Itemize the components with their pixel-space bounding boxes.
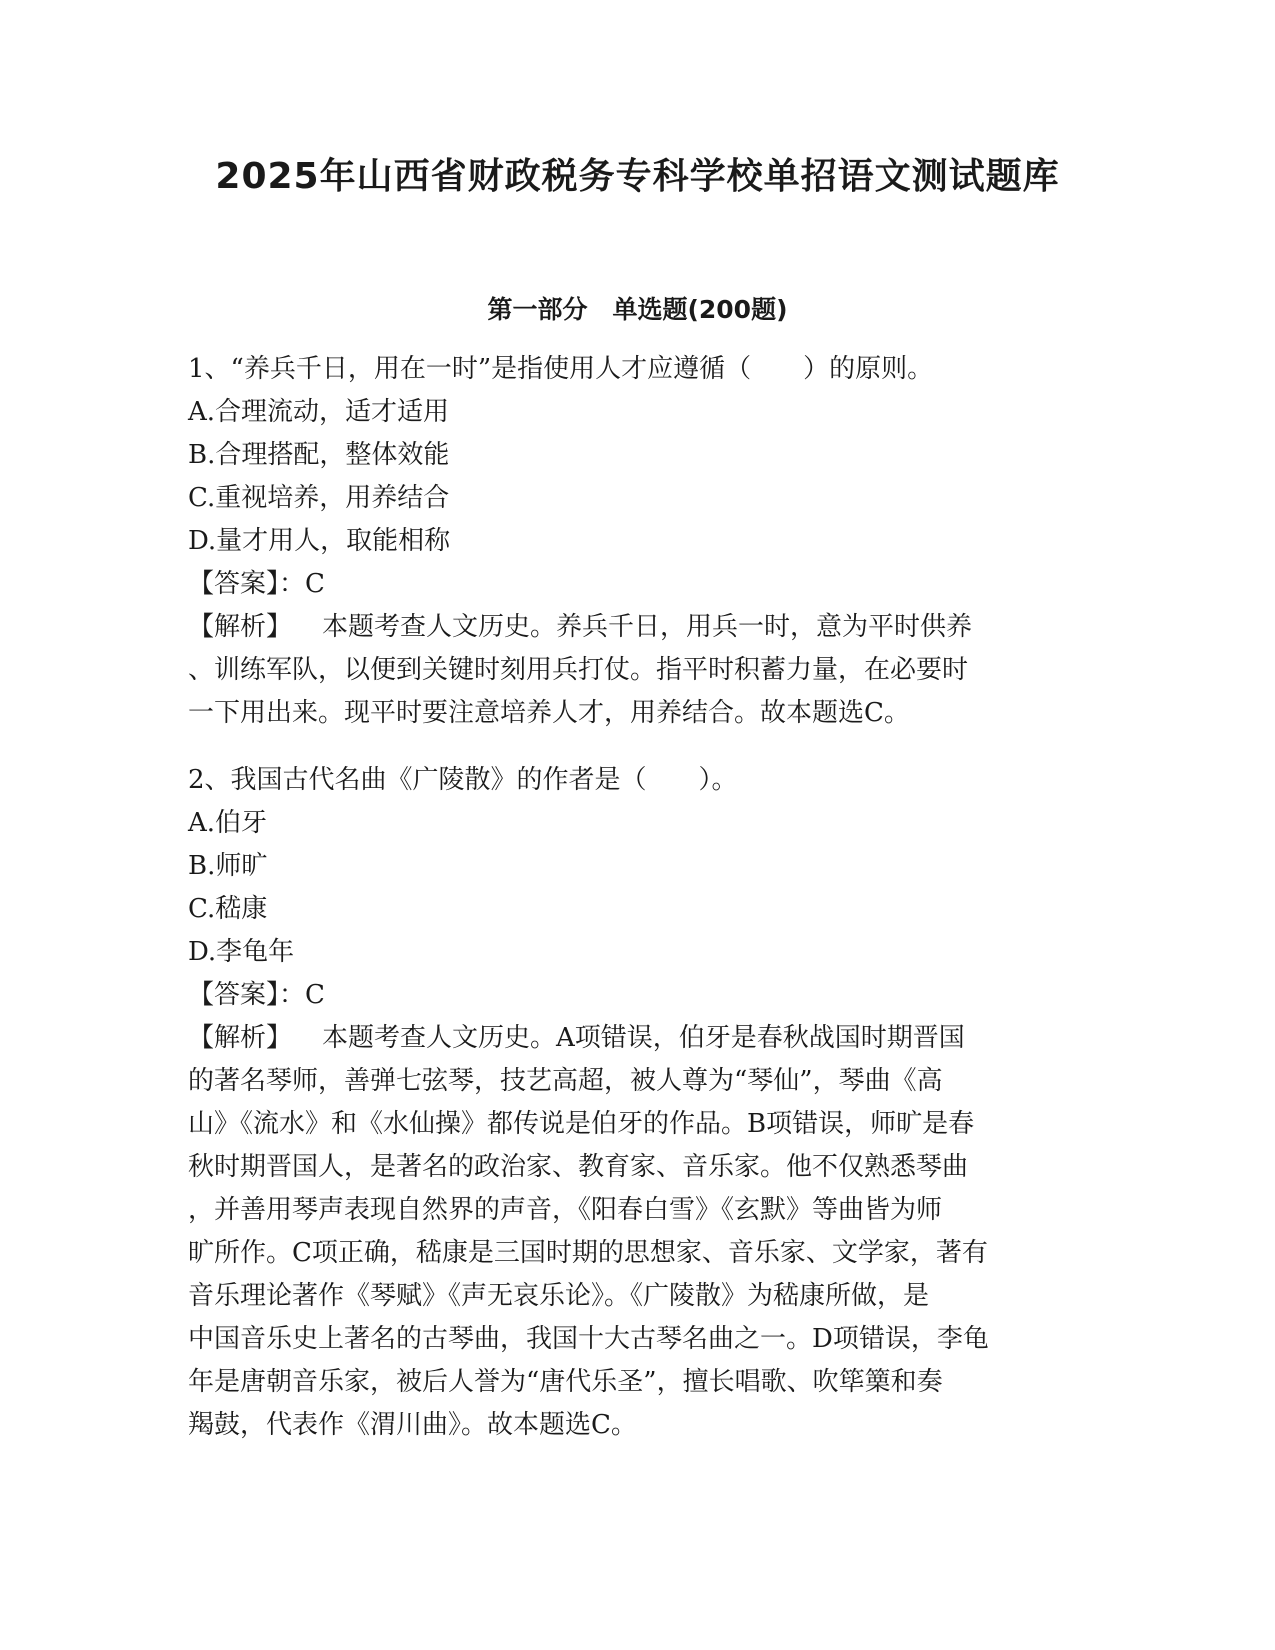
analysis-line: 山》《流水》和《水仙操》都传说是伯牙的作品。B项错误，师旷是春 — [188, 1109, 975, 1139]
analysis-label: 【解析】 — [188, 1023, 293, 1053]
option-b: B.合理搭配，整体效能 — [188, 440, 450, 470]
answer-value: C — [305, 980, 325, 1010]
answer-label: 【答案】： — [188, 980, 306, 1010]
analysis-line — [188, 606, 1088, 649]
question-stem: 2、我国古代名曲《广陵散》的作者是（ ）。 — [188, 765, 738, 795]
option-a: A.合理流动，适才适用 — [188, 397, 450, 427]
option-a: A.伯牙 — [188, 808, 268, 838]
option-d: D.李龟年 — [188, 937, 295, 967]
option-c: C.嵇康 — [188, 894, 268, 924]
question-2 — [188, 759, 1088, 1447]
analysis-line: 一下用出来。现平时要注意培养人才，用养结合。故本题选C。 — [188, 698, 910, 728]
question-list — [188, 348, 1088, 1447]
analysis-label: 【解析】 — [188, 612, 293, 642]
analysis-line: 旷所作。C项正确，嵇康是三国时期的思想家、音乐家、文学家，著有 — [188, 1238, 988, 1268]
analysis-line: 的著名琴师，善弹七弦琴，技艺高超，被人尊为“琴仙”，琴曲《高 — [188, 1066, 943, 1096]
answer-line — [188, 563, 1088, 606]
analysis-line: 年是唐朝音乐家，被后人誉为“唐代乐圣”，擅长唱歌、吹筚篥和奏 — [188, 1367, 943, 1397]
analysis-line: 中国音乐史上著名的古琴曲，我国十大古琴名曲之一。D项错误，李龟 — [188, 1324, 989, 1354]
option-d: D.量才用人，取能相称 — [188, 526, 451, 556]
question-1 — [188, 348, 1088, 735]
analysis-text: 本题考查人文历史。A项错误，伯牙是春秋战国时期晋国 — [322, 1023, 965, 1053]
document-title: 2025年山西省财政税务专科学校单招语文测试题库 — [215, 156, 1060, 197]
answer-value: C — [305, 569, 325, 599]
analysis-line: ，并善用琴声表现自然界的声音，《阳春白雪》《玄默》等曲皆为师 — [188, 1195, 943, 1225]
section-title: 第一部分 单选题(200题) — [487, 295, 788, 324]
analysis-text: 本题考查人文历史。养兵千日，用兵一时，意为平时供养 — [322, 612, 973, 642]
option-b: B.师旷 — [188, 851, 268, 881]
option-c: C.重视培养，用养结合 — [188, 483, 450, 513]
answer-line — [188, 974, 1088, 1017]
analysis-line: 音乐理论著作《琴赋》《声无哀乐论》。《广陵散》为嵇康所做，是 — [188, 1281, 930, 1311]
analysis-line: 羯鼓，代表作《渭川曲》。故本题选C。 — [188, 1410, 637, 1440]
analysis-line — [188, 1017, 1088, 1060]
analysis-line: 、训练军队，以便到关键时刻用兵打仗。指平时积蓄力量，在必要时 — [188, 655, 969, 685]
analysis-line: 秋时期晋国人，是著名的政治家、教育家、音乐家。他不仅熟悉琴曲 — [188, 1152, 969, 1182]
answer-label: 【答案】： — [188, 569, 306, 599]
question-stem: 1、“养兵千日，用在一时”是指使用人才应遵循（ ）的原则。 — [188, 354, 934, 384]
